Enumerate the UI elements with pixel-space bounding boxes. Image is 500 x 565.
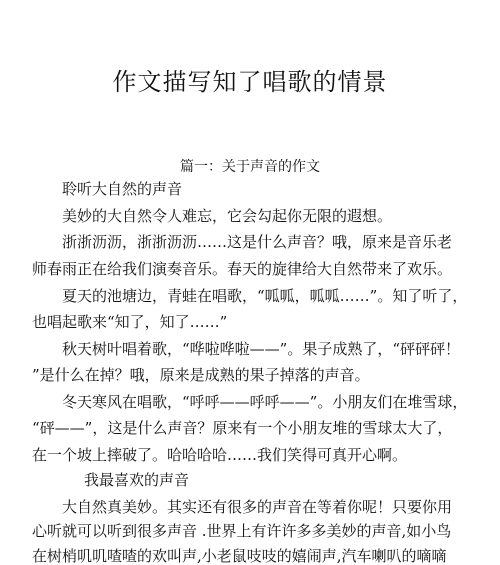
paragraph-line: 冬天寒风在唱歌，“呼呼——呼呼——”。小朋友们在堆雪球， [62, 393, 468, 411]
paragraph-line: 在一个坡上摔破了。哈哈哈哈……我们笑得可真开心啊。 [32, 446, 408, 464]
paragraph-line: 大自然真美妙。其实还有很多的声音在等着你呢！只要你用 [62, 498, 453, 516]
paragraph-line: “砰——”，这是什么声音？原来有一个小朋友堆的雪球太大了， [32, 419, 453, 437]
paragraph-line: 师春雨正在给我们演奏音乐。春天的旋律给大自然带来了欢乐。 [32, 260, 453, 278]
document-title: 作文描写知了唱歌的情景 [112, 68, 388, 96]
paragraph-line: 也唱起歌来“知了，知了……” [32, 313, 228, 331]
section-heading: 篇一：关于声音的作文 [180, 159, 320, 175]
subheading-line: 我最喜欢的声音 [84, 471, 190, 489]
paragraph-line: 聆听大自然的声音 [62, 180, 183, 198]
paragraph-line: 在树梢叽叽喳喳的欢叫声,小老鼠吱吱的嬉闹声,汽车喇叭的嘀嘀 [32, 547, 447, 565]
paragraph-line: 夏天的池塘边，青蛙在唱歌，“呱呱，呱呱……”。知了听了， [62, 287, 468, 305]
paragraph-line: 心听就可以听到很多声音 .世界上有许许多多美妙的声音,如小鸟 [32, 522, 452, 540]
paragraph-line: 秋天树叶唱着歌，“哗啦哗啦——”。果子成熟了，“砰砰砰！ [62, 340, 461, 358]
paragraph-line: ”是什么在掉？哦，原来是成熟的果子掉落的声音。 [32, 366, 370, 384]
paragraph-line: 美妙的大自然令人难忘，它会勾起你无限的遐想。 [62, 207, 393, 225]
paragraph-line: 浙浙沥沥，浙浙沥沥……这是什么声音？哦，原来是音乐老 [62, 233, 453, 251]
